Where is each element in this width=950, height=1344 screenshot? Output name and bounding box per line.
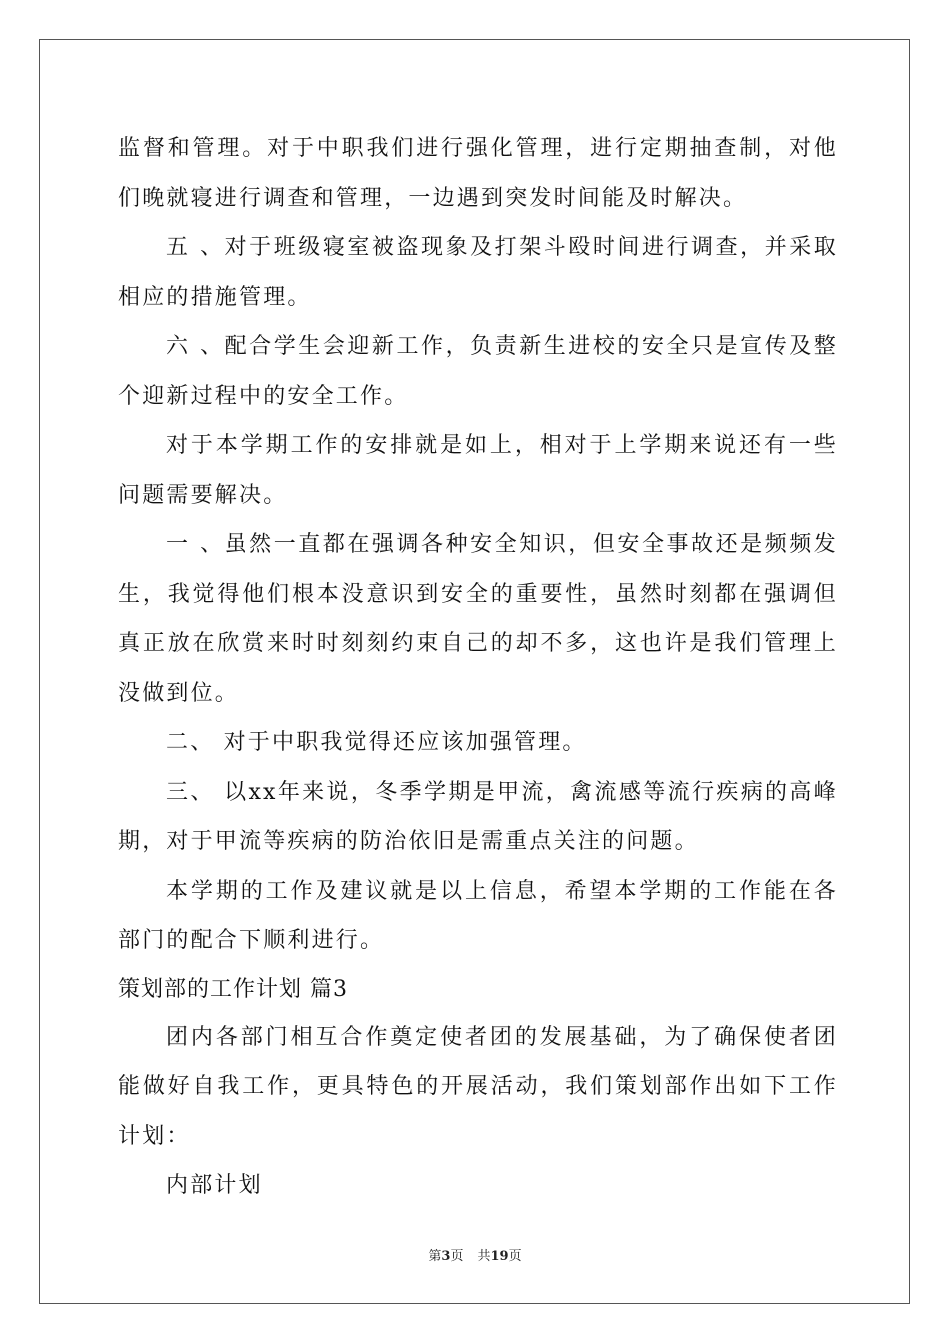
page-footer [0,1248,950,1266]
document-body [118,124,838,1211]
total-prefix: 共 [477,1249,491,1264]
paragraph-9: 团内各部门相互合作奠定使者团的发展基础，为了确保使者团能做好自我工作，更具特色的开展活动，我们策划部作出如下工作计划： [118,1024,838,1149]
page-suffix: 页 [450,1249,464,1264]
page-prefix: 第 [428,1249,442,1264]
paragraph-5: 一 、虽然一直都在强调各种安全知识，但安全事故还是频频发生，我觉得他们根本没意识到安全的重要性，虽然时刻都在强调但真正放在欣赏来时时刻刻约束自己的却不多，这也许是我们管理上没做到位。 [118,532,838,706]
total-pages: 19 [490,1249,509,1264]
paragraph-4: 对于本学期工作的安排就是如上，相对于上学期来说还有一些问题需要解决。 [118,433,838,508]
paragraph-8: 本学期的工作及建议就是以上信息，希望本学期的工作能在各部门的配合下顺利进行。 [118,878,838,953]
paragraph-1: 监督和管理。对于中职我们进行强化管理，进行定期抽查制，对他们晚就寝进行调查和管理，一边遇到突发时间能及时解决。 [118,136,838,211]
section-heading: 策划部的工作计划 篇3 [118,976,348,1002]
paragraph-7: 三、 以xx年来说，冬季学期是甲流，禽流感等流行疾病的高峰期，对于甲流等疾病的防治依旧是需重点关注的问题。 [118,779,838,854]
paragraph-10: 内部计划 [166,1173,263,1198]
total-suffix: 页 [508,1249,522,1264]
paragraph-3: 六 、配合学生会迎新工作，负责新生进校的安全只是宣传及整个迎新过程中的安全工作。 [118,334,838,409]
paragraph-2: 五 、对于班级寝室被盗现象及打架斗殴时间进行调查，并采取相应的措施管理。 [118,235,838,310]
page-number: 3 [441,1249,451,1264]
paragraph-6: 二、 对于中职我觉得还应该加强管理。 [166,730,587,755]
